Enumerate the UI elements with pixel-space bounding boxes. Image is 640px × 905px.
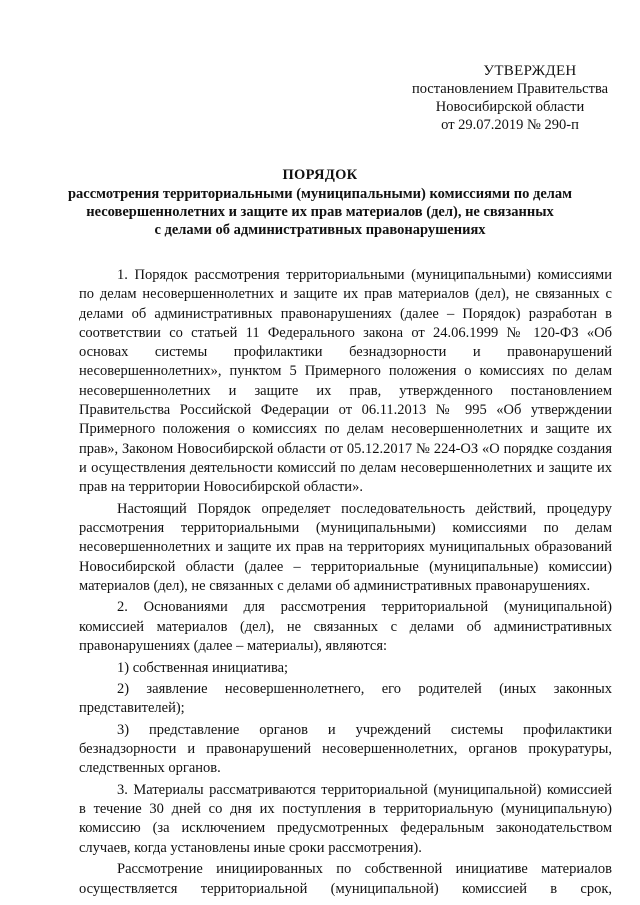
approval-line-1: постановлением Правительства	[411, 81, 609, 97]
paragraph-1: 1. Порядок рассмотрения территориальными (муниципальными) комиссиями по делам несовершеннолетних и защите их прав материалов (дел), не связанных с делами об административных правонарушениях (далее – Порядок) разработан в соответствии со статьей 11 Федерального закона от 24.06.1999 № 120-ФЗ «Об основах системы профилактики безнадзорности и правонарушений несовершеннолетних», пунктом 5 Примерного положения о комиссиях по делам несовершеннолетних и защите их прав, утвержденного постановлением Правительства Российской Федерации от 06.11.2013 № 995 «Об утверждении Примерного положения о комиссиях по делам несовершеннолетних и защите их прав», Законом Новосибирской области от 05.12.2017 № 224-ОЗ «О порядке создания и осуществления деятельности комиссий по делам несовершеннолетних и защите их прав на территории Новосибирской области».	[79, 267, 612, 496]
title-main: ПОРЯДОК	[282, 167, 358, 183]
approval-heading: УТВЕРЖДЕН	[483, 63, 577, 79]
document-title	[40, 166, 600, 239]
paragraph-3: 2. Основаниями для рассмотрения территориальной (муниципальной) комиссией материалов (дел), не связанных с делами об административных правонарушениях (далее – материалы), являются:	[79, 599, 612, 655]
paragraph-5: Рассмотрение инициированных по собственной инициативе материалов осуществляется территориальной (муниципальной) комиссией в срок,	[79, 861, 612, 897]
title-line-2: несовершеннолетних и защите их прав материалов (дел), не связанных	[86, 204, 554, 220]
title-line-3: с делами об административных правонарушениях	[154, 222, 486, 238]
document-body	[79, 266, 612, 901]
paragraph-4: 3. Материалы рассматриваются территориальной (муниципальной) комиссией в течение 30 дней со дня их поступления в территориальную (муниципальную) комиссию (за исключением предусмотренных федеральным законодательством случаев, когда установлены иные сроки рассмотрения).	[79, 781, 612, 856]
approval-line-3: от 29.07.2019 № 290-п	[441, 117, 579, 133]
approval-line-2: Новосибирской области	[435, 99, 585, 115]
list-item-1: 1) собственная инициатива;	[117, 659, 289, 676]
list-item-3: 3) представление органов и учреждений системы профилактики безнадзорности и правонарушений несовершеннолетних, органов прокуратуры, следственных органов.	[79, 721, 612, 777]
approval-stamp	[395, 62, 625, 134]
paragraph-2: Настоящий Порядок определяет последовательность действий, процедуру рассмотрения территориальными (муниципальными) комиссиями по делам несовершеннолетних и защите их прав на территориях муниципальных образований Новосибирской области (далее – территориальные (муниципальные) комиссии) материалов (дел), не связанных с делами об административных правонарушениях.	[79, 500, 612, 594]
approval-block	[412, 62, 608, 134]
title-line-1: рассмотрения территориальными (муниципальными) комиссиями по делам	[67, 186, 573, 202]
list-item-2: 2) заявление несовершеннолетнего, его родителей (иных законных представителей);	[79, 680, 612, 717]
